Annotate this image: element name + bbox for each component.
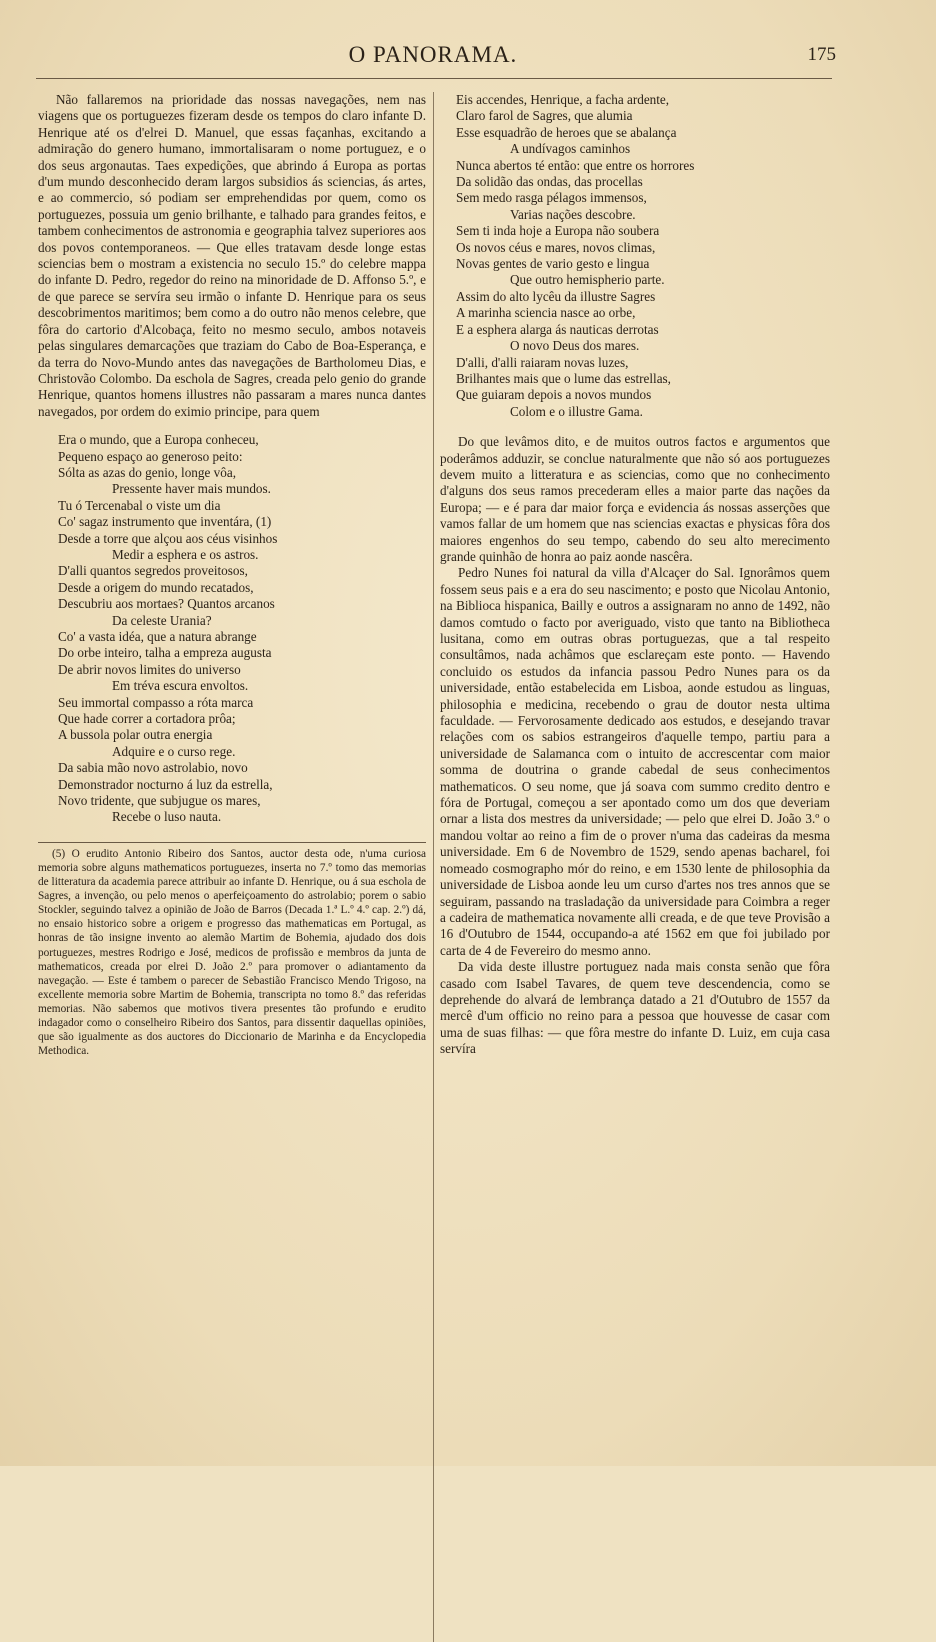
left-poem-line: Desde a torre que alçou aos céus visinhos [58,530,278,546]
left-poem-line: Desde a origem do mundo recatados, [58,579,254,595]
right-poem-line: Colom e o illustre Gama. [510,403,643,419]
right-poem-line: Esse esquadrão de heroes que se abalança [456,124,677,140]
right-poem-line: Que outro hemispherio parte. [510,272,665,288]
column-divider [433,92,434,1642]
right-column [440,92,830,1058]
right-paragraph-3: Da vida deste illustre portuguez nada mais consta senão que fôra casado com Isabel Tavares, de quem teve descendencia, como se deprehende do alvará de lembrança datado a 21 d'Outubro de 1557 da mercê d'um officio no reino para a pessoa que houvesse de casar com uma de suas filhas: — que fôra mestre do infante D. Luiz, em cuja casa servíra [440,959,830,1057]
right-poem-line: E a esphera alarga ás nauticas derrotas [456,321,659,337]
right-poem-line: Varias nações descobre. [510,206,636,222]
right-poem-line: Brilhantes mais que o lume das estrellas, [456,370,671,386]
right-poem-line: Eis accendes, Henrique, a facha ardente, [456,92,670,107]
right-poem-line: Novas gentes de vario gesto e lingua [456,256,650,272]
right-poem-line: A marinha sciencia nasce ao orbe, [456,305,636,321]
left-poem-line: De abrir novos limites do universo [58,661,241,677]
right-poem-line: Que guiaram depois a novos mundos [456,387,652,403]
left-poem-line: Co' sagaz instrumento que inventára, (1) [58,514,272,530]
left-poem-line: Seu immortal compasso a róta marca [58,694,254,710]
left-poem-line: A bussola polar outra energia [58,727,213,743]
page-header [38,42,836,82]
right-poem-line: Os novos céus e mares, novos climas, [456,239,656,255]
left-poem-line: Era o mundo, que a Europa conheceu, [58,432,259,448]
right-poem-line: Sem ti inda hoje a Europa não soubera [456,223,660,239]
right-poem-line: Assim do alto lycêu da illustre Sagres [456,288,656,304]
right-poem-line: D'alli, d'alli raiaram novas luzes, [456,354,629,370]
publication-title: O PANORAMA. [348,42,518,67]
left-poem-line: Pequeno espaço ao generoso peito: [58,448,243,464]
header-rule [36,78,832,79]
footnote-text: (5) O erudito Antonio Ribeiro dos Santos, auctor desta ode, n'uma curiosa memoria sobre alguns mathematicos portuguezes, inserta no 7.º tomo das memorias de litteratura da academia parece attribuir ao infante D. Henrique, ou á sua eschola de Sagres, a invenção, ou pelo menos o aperfeiçoamento do astrolabio; porem o sabio Stockler, seguindo talvez a opinião de João de Barros (Decada 1.ª L.º 4.º cap. 2.º) dá, no ensaio historico sobre a origem e progresso das mathematicas em Portugal, as honras de tão insigne invento ao alemão Martim de Bohemia, ajudado dos dois portuguezes, mestres Rodrigo e José, medicos de profissão e membros da junta de mathematicos, creada por elrei D. João 2.º para promover o adiantamento da navegação. — Este é tambem o parecer de Sebastião Francisco Mendo Trigoso, na excellente memoria sobre Martim de Bohemia, transcripta no tomo 8.º das referidas memorias. Não sabemos que motivos tivera presentes tão profundo e erudito indagador como o conselheiro Ribeiro dos Santos, para dissentir daquellas opiniões, que são igualmente as dos auctores do Diccionario de Marinha e da Encyclopedia Methodica. [38,847,426,1058]
page-number: 175 [807,44,836,65]
left-poem-line: Demonstrador nocturno á luz da estrella, [58,776,273,792]
right-poem-line: Nunca abertos té então: que entre os horrores [456,157,695,173]
right-poem-line: O novo Deus dos mares. [510,338,640,354]
left-poem-line: Medir a esphera e os astros. [112,546,259,562]
right-poem-line: Claro farol de Sagres, que alumia [456,108,633,124]
right-paragraph-2: Pedro Nunes foi natural da villa d'Alcaçer do Sal. Ignorâmos quem fossem seus pais e a era do seu nascimento; e posto que Nicolau Antonio, na Biblioca hispanica, Bailly e outros a assignaram no anno de 1492, não damos comtudo o facto por averiguado, visto que tanto na Bibliotheca lusitana, como em outras obras portuguezas, que a tal respeito consultâmos, nada achâmos que esclareçam este ponto. — Havendo concluido os estudos da infancia passou Pedro Nunes para os da universidade, então estabelecida em Lisboa, aonde estudou as linguas, philosophia e medicina, recebendo o grau de doutor nesta ultima faculdade. — Fervorosamente dedicado aos estudos, e desejando travar relações com os sabios estrangeiros d'aquelle tempo, partiu para a universidade de Salamanca com o intuito de accrescentar com maior somma de doutrina o grande cabedal de seus conhecimentos mathematicos. O seu nome, que já soava com summo credito dentro e fóra de Portugal, começou a ser apontado como um dos que deveriam ornar a lista dos mestres da universidade; — pelo que elrei D. João 3.º o mandou voltar ao reino a fim de o prover n'uma das cadeiras da mesma universidade. Em 6 de Novembro de 1529, sendo apenas bacharel, foi nomeado cosmographo mór do reino, e em 1530 lente de philosophia da universidade de Lisboa aonde leu um curso d'artes nos tres annos que se seguiram, passando na trasladação da universidade para Coimbra a reger a cadeira de mathematica novamente alli creada, e de que teve Provisão a 16 d'Outubro de 1544, occupando-a até 1562 em que foi jubilado por carta de 4 de Fevereiro do mesmo anno. [440,565,830,958]
left-poem-line: Tu ó Tercenabal o viste um dia [58,497,221,513]
right-paragraph-1: Do que levâmos dito, e de muitos outros factos e argumentos que poderâmos adduzir, se conclue naturalmente que não só aos portuguezes devem muito a litteratura e as sciencias, como que no conhecimento d'alguns dos seus ramos precederam elles a maior parte das nações da Europa; — e é para dar maior força e evidencia ás nossas asserções que vamos fallar de um homem que nas sciencias exactas e physicas fôra dos maiores engenhos do seu tempo, cabendo do seu alto merecimento grande quinhão de honra ao paiz aonde nascêra. [440,434,830,564]
left-poem-line: Novo tridente, que subjugue os mares, [58,793,261,809]
left-poem-line: Da celeste Urania? [112,612,212,628]
left-poem-line: Pressente haver mais mundos. [112,481,271,497]
left-column [38,92,426,1058]
left-poem [38,432,426,826]
right-poem-line: A undívagos caminhos [510,141,631,157]
left-poem-line: Sólta as azas do genio, longe vôa, [58,464,236,480]
left-poem-line: Em tréva escura envoltos. [112,678,249,694]
left-poem-line: Descubriu aos mortaes? Quantos arcanos [58,596,275,612]
left-paragraph-1: Não fallaremos na prioridade das nossas navegações, nem nas viagens que os portuguezes fizeram desde os tempos do claro infante D. Henrique até os d'elrei D. Manuel, que essas façanhas, excitando a admiração do genero humano, immortalisaram o nome portuguez, e o dos seus argonautas. Taes expedições, que abrindo á Europa as portas d'um mundo desconhecido deram largos subsidios ás sciencias, ás artes, e ao commercio, só podiam ser emprehendidas por quem, como os portuguezes, possuia um genio brilhante, e talhado para grandes feitos, e tambem conhecimentos de astronomia e geographia talvez superiores aos dos povos contemporaneos. — Que elles tratavam desde longe estas sciencias bem o mostram a existencia no seculo 15.º do celebre mappa do infante D. Pedro, regedor do reino na minoridade de D. Affonso 5.º, e de que parece se servíra seu irmão o infante D. Henrique para os seus descobrimentos maritimos; bem como a do outro não menos celebre, que fôra do cartorio d'Alcobaça, feito no mesmo seculo, ambos notaveis pelas singulares demarcações que traziam do Cabo de Boa-Esperança, e da terra do Novo-Mundo antes das navegações de Bartholomeu Dias, e Christovão Colombo. Da eschola de Sagres, creada pelo genio do grande Henrique, quantos homens illustres não passaram a mares nunca dantes navegados, por ordem do eximio principe, para quem [38,92,426,419]
right-poem-line: Da solidão das ondas, das procellas [456,174,643,190]
right-poem-line: Sem medo rasga pélagos immensos, [456,190,647,206]
left-poem-line: Da sabia mão novo astrolabio, novo [58,760,248,776]
left-poem-line: Adquire e o curso rege. [112,743,236,759]
right-poem [440,92,830,420]
left-poem-line: Recebe o luso nauta. [112,809,222,825]
left-poem-line: D'alli quantos segredos proveitosos, [58,563,248,579]
left-poem-line: Que hade correr a cortadora prôa; [58,711,236,727]
left-poem-line: Co' a vasta idéa, que a natura abrange [58,629,257,644]
left-poem-line: Do orbe inteiro, talha a empreza augusta [58,645,272,661]
footnote [38,842,426,1058]
